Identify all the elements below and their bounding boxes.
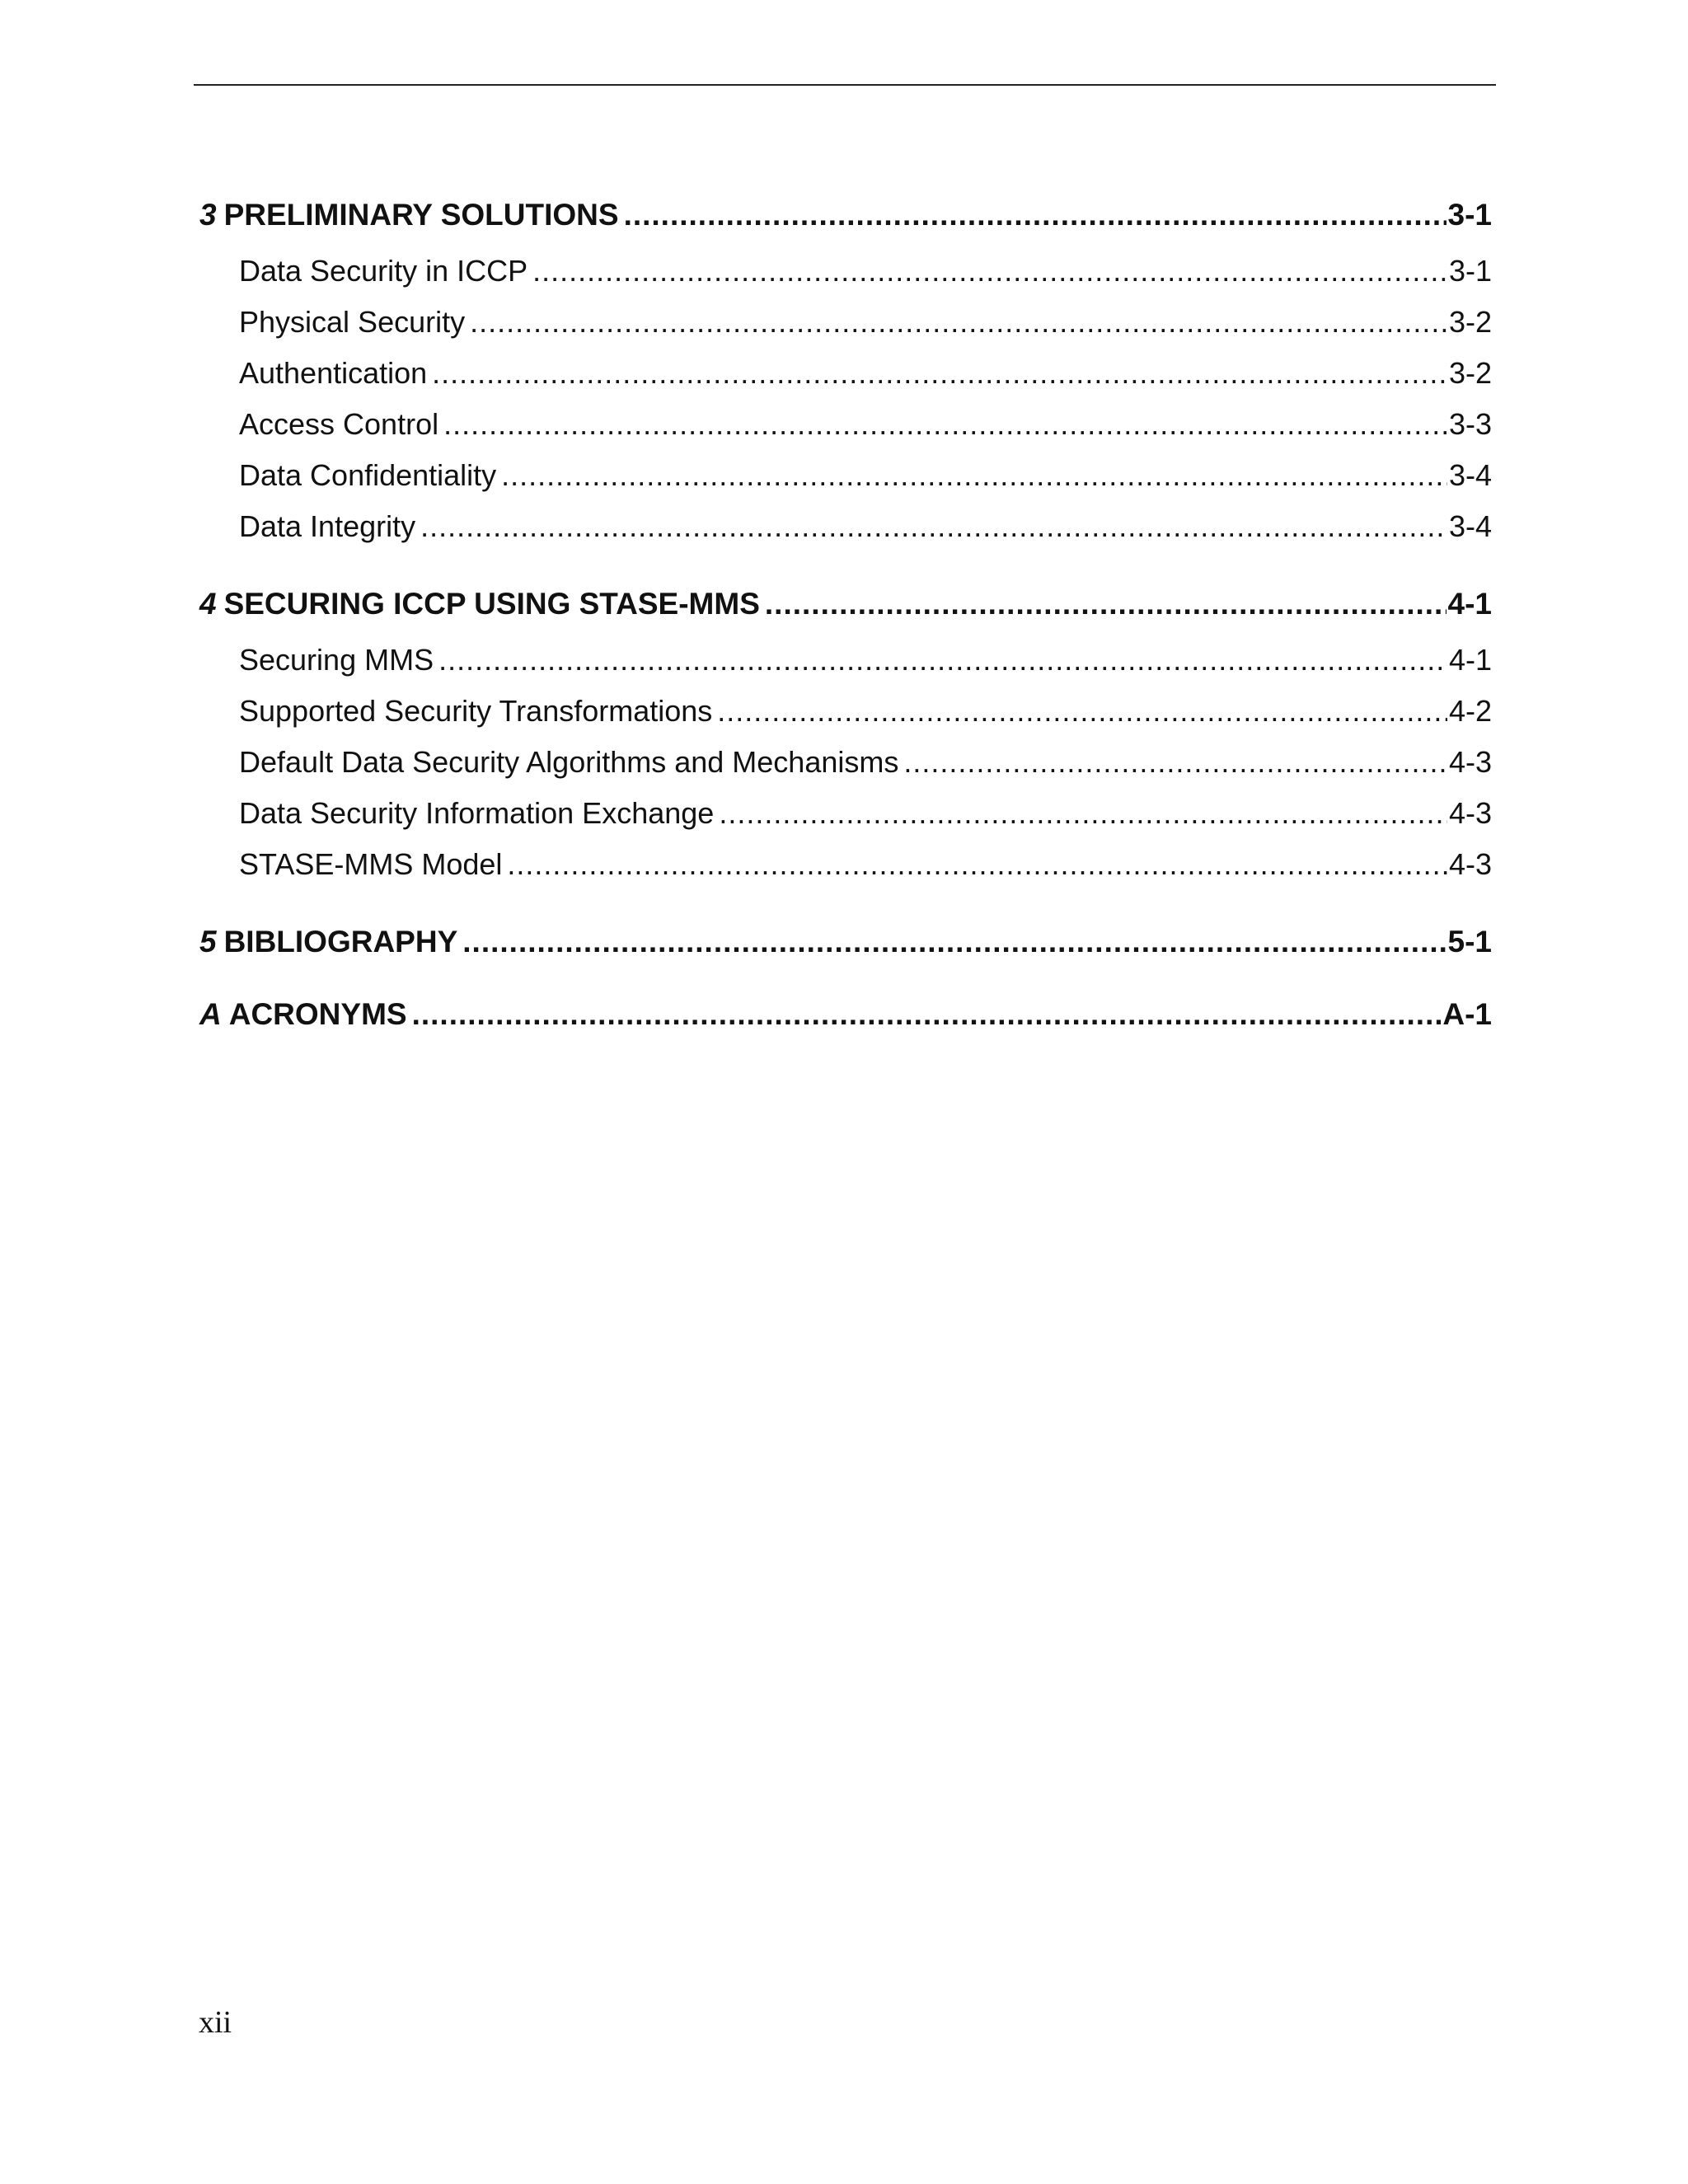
toc-chapter-4[interactable] <box>199 583 1492 625</box>
toc-section-3 <box>199 194 1492 552</box>
entry-page: 4-3 <box>1448 796 1492 830</box>
toc-entry[interactable] <box>199 737 1492 788</box>
toc-entry[interactable] <box>199 686 1492 737</box>
toc-chapter-a[interactable] <box>199 994 1492 1035</box>
chapter-page: 4-1 <box>1447 587 1492 621</box>
entry-title: Supported Security Transformations <box>239 694 713 728</box>
entry-page: 3-4 <box>1448 509 1492 543</box>
chapter-title: ACRONYMS <box>228 997 407 1031</box>
entry-page: 4-3 <box>1448 847 1492 881</box>
dot-leader <box>501 450 1447 501</box>
toc-entry[interactable] <box>199 839 1492 890</box>
toc-entry[interactable] <box>199 501 1492 552</box>
entry-title: Authentication <box>239 356 428 390</box>
dot-leader <box>412 994 1442 1035</box>
entry-title: Default Data Security Algorithms and Mechanisms <box>239 745 899 779</box>
dot-leader <box>719 788 1447 839</box>
dot-leader <box>462 921 1446 963</box>
dot-leader <box>532 246 1447 297</box>
entry-page: 4-1 <box>1448 643 1492 677</box>
entry-page: 3-3 <box>1448 407 1492 441</box>
dot-leader <box>432 348 1447 399</box>
dot-leader <box>507 839 1447 890</box>
toc-entry[interactable] <box>199 635 1492 686</box>
chapter-title: PRELIMINARY SOLUTIONS <box>223 198 619 232</box>
entry-title: Securing MMS <box>239 643 434 677</box>
dot-leader <box>624 194 1447 236</box>
toc-entry[interactable] <box>199 297 1492 348</box>
entry-title: Data Security Information Exchange <box>239 796 715 830</box>
entry-page: 3-2 <box>1448 305 1492 339</box>
chapter-page: 3-1 <box>1447 198 1492 232</box>
entry-page: 3-1 <box>1448 254 1492 288</box>
entry-page: 4-3 <box>1448 745 1492 779</box>
dot-leader <box>765 583 1447 625</box>
dot-leader <box>717 686 1447 737</box>
chapter-number: A <box>199 997 222 1031</box>
toc-entry[interactable] <box>199 788 1492 839</box>
chapter-title: SECURING ICCP USING STASE-MMS <box>223 587 760 621</box>
toc-chapter-5[interactable] <box>199 921 1492 963</box>
chapter-number: 4 <box>199 587 217 621</box>
chapter-number: 3 <box>199 198 217 232</box>
toc-section-a <box>199 994 1492 1035</box>
toc-entry[interactable] <box>199 399 1492 450</box>
dot-leader <box>443 399 1447 450</box>
toc-entry[interactable] <box>199 450 1492 501</box>
toc-chapter-3[interactable] <box>199 194 1492 236</box>
entry-title: Physical Security <box>239 305 466 339</box>
table-of-contents <box>199 194 1492 1035</box>
entry-title: Data Confidentiality <box>239 458 497 492</box>
dot-leader <box>438 635 1447 686</box>
dot-leader <box>470 297 1447 348</box>
entry-page: 4-2 <box>1448 694 1492 728</box>
toc-section-4 <box>199 583 1492 890</box>
chapter-number: 5 <box>199 925 217 958</box>
entry-page: 3-4 <box>1448 458 1492 492</box>
entry-page: 3-2 <box>1448 356 1492 390</box>
toc-section-5 <box>199 921 1492 963</box>
chapter-page: 5-1 <box>1447 925 1492 958</box>
entry-title: STASE-MMS Model <box>239 847 503 881</box>
chapter-page: A-1 <box>1442 997 1492 1031</box>
entry-title: Data Integrity <box>239 509 416 543</box>
header-rule <box>194 84 1496 86</box>
entry-title: Access Control <box>239 407 439 441</box>
dot-leader <box>420 501 1447 552</box>
page-number: xii <box>199 2005 232 2040</box>
toc-entry[interactable] <box>199 348 1492 399</box>
chapter-title: BIBLIOGRAPHY <box>223 925 458 958</box>
dot-leader <box>903 737 1447 788</box>
entry-title: Data Security in ICCP <box>239 254 528 288</box>
toc-entry[interactable] <box>199 246 1492 297</box>
